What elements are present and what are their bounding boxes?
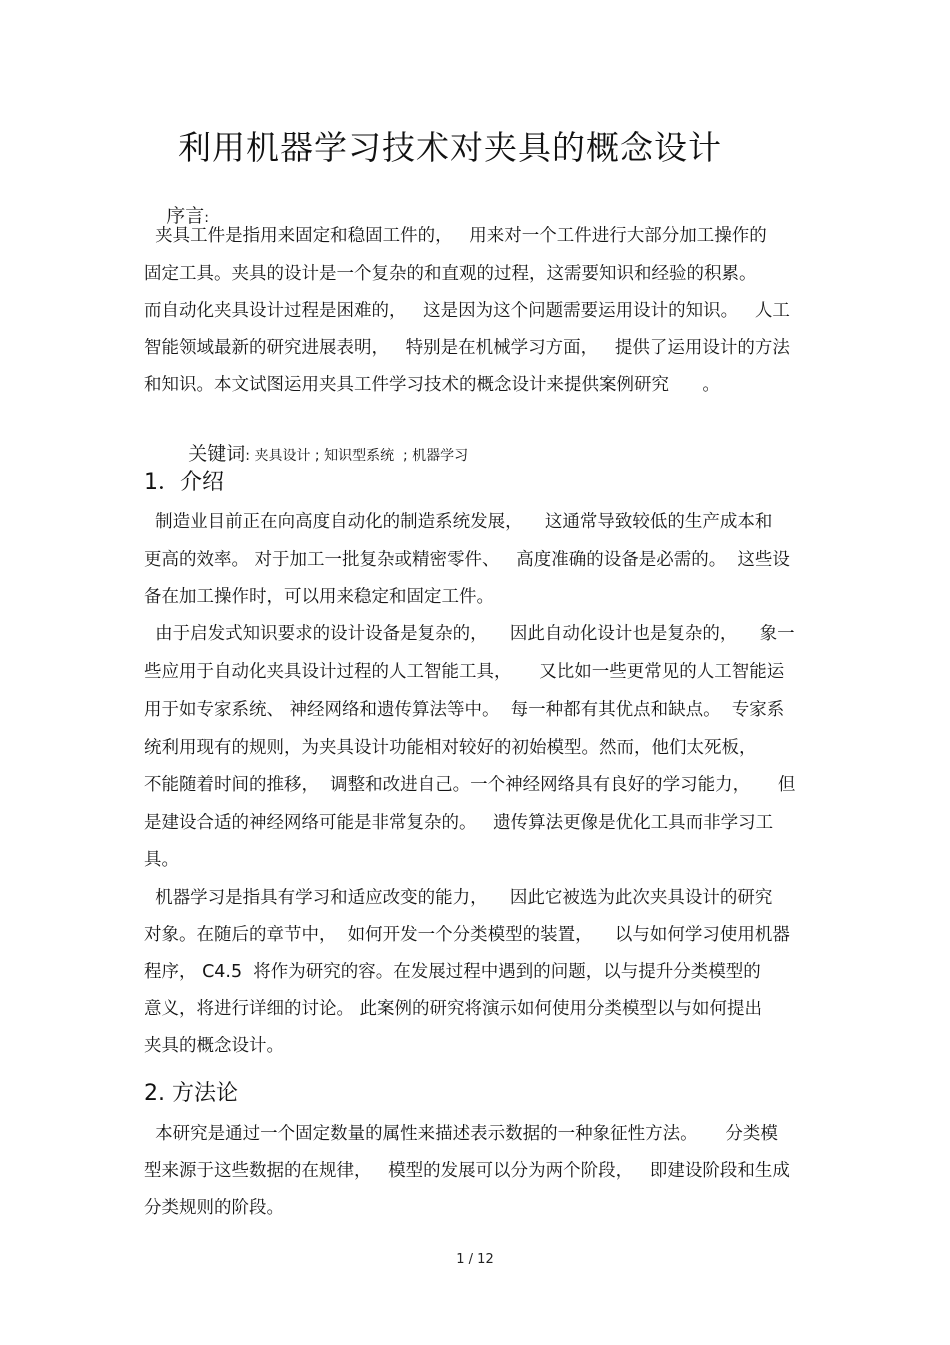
paragraph-line: 具。	[144, 850, 179, 870]
paragraph-line: 由于启发式知识要求的设计设备是复杂的， 因此自动化设计也是复杂的， 象一	[144, 624, 795, 644]
paragraph-line: 意义，将进行详细的讨论。 此案例的研究将演示如何使用分类模型以与如何提出	[144, 999, 763, 1019]
paragraph-line: 机器学习是指具有学习和适应改变的能力， 因此它被选为此次夹具设计的研究	[144, 888, 773, 908]
paragraph-line: 型来源于这些数据的在规律， 模型的发展可以分为两个阶段， 即建设阶段和生成	[144, 1161, 790, 1181]
preface-line-3: 而自动化夹具设计过程是困难的， 这是因为这个问题需要运用设计的知识。 人工	[144, 301, 790, 321]
section-heading-methodology: 2. 方法论	[144, 1081, 238, 1106]
document-title: 利用机器学习技术对夹具的概念设计	[178, 128, 722, 167]
preface-line-4: 智能领域最新的研究进展表明， 特别是在机械学习方面， 提供了运用设计的方法	[144, 338, 790, 358]
keywords-label: 关键词	[188, 443, 246, 465]
paragraph-line: 用于如专家系统、 神经网络和遗传算法等中。 每一种都有其优点和缺点。 专家系	[144, 700, 785, 720]
preface-colon: :	[204, 210, 209, 226]
paragraph-line: 本研究是通过一个固定数量的属性来描述表示数据的一种象征性方法。 分类模	[144, 1124, 778, 1144]
paragraph-line: 程序， C4.5 将作为研究的容。在发展过程中遇到的问题，以与提升分类模型的	[144, 962, 761, 982]
paragraph-line: 统利用现有的规则，为夹具设计功能相对较好的初始模型。然而，他们太死板，	[144, 738, 757, 758]
paragraph-line: 对象。在随后的章节中， 如何开发一个分类模型的装置， 以与如何学习使用机器	[144, 925, 790, 945]
paragraph-line: 些应用于自动化夹具设计过程的人工智能工具， 又比如一些更常见的人工智能运	[144, 662, 785, 682]
page-number: 1 / 12	[456, 1252, 494, 1267]
paragraph-line: 夹具的概念设计。	[144, 1036, 284, 1056]
keywords-row	[166, 418, 836, 492]
paragraph-line: 制造业目前正在向高度自动化的制造系统发展， 这通常导致较低的生产成本和	[144, 512, 773, 532]
paragraph-line: 是建设合适的神经网络可能是非常复杂的。 遗传算法更像是优化工具而非学习工	[144, 813, 774, 833]
keywords-text: : 夹具设计 ; 知识型系统 ; 机器学习	[245, 448, 469, 464]
paragraph-line: 分类规则的阶段。	[144, 1198, 284, 1218]
preface-line-2: 固定工具。夹具的设计是一个复杂的和直观的过程，这需要知识和经验的积累。	[144, 264, 757, 284]
preface-line-5: 和知识。本文试图运用夹具工件学习技术的概念设计来提供案例研究 。	[144, 375, 720, 395]
preface-label: 序言	[166, 205, 205, 227]
preface-line-1: 夹具工件是指用来固定和稳固工件的， 用来对一个工件进行大部分加工操作的	[144, 226, 767, 246]
paragraph-line: 不能随着时间的推移， 调整和改进自己。一个神经网络具有良好的学习能力， 但	[144, 775, 796, 795]
paragraph-line: 更高的效率。 对于加工一批复杂或精密零件、 高度准确的设备是必需的。 这些设	[144, 550, 790, 570]
section-heading-intro: 1．介绍	[144, 470, 224, 495]
paragraph-line: 备在加工操作时，可以用来稳定和固定工件。	[144, 587, 494, 607]
